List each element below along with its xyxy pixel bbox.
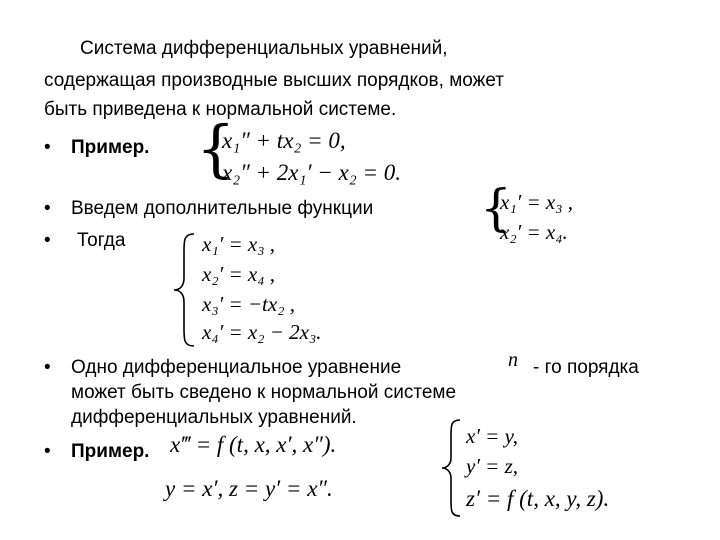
bullet-marker: • xyxy=(44,198,51,219)
equation-sys4-line3: z′ = f (t, x, y, z). xyxy=(466,486,610,511)
equation-sys4-line1: x′ = y, xyxy=(466,424,518,448)
bullet-order-suffix: - го порядка xyxy=(533,357,639,378)
example-label-1: Пример. xyxy=(71,137,150,158)
intro-line-3: быть приведена к нормальной системе. xyxy=(44,99,397,120)
equation-sys2-line2: x₂′ = x₄. xyxy=(500,220,568,244)
bullet-marker: • xyxy=(44,357,51,378)
equation-sys1-line1: x₁″ + tx₂ = 0, xyxy=(222,128,346,153)
order-n-symbol: n xyxy=(508,349,518,371)
equation-sys3-line3: x₃′ = −tx₂ , xyxy=(202,292,296,316)
bullet-one-equation-line3: дифференциальных уравнений. xyxy=(71,407,357,428)
bullet-new-functions: Введем дополнительные функции xyxy=(71,198,374,219)
brace-system-1: { xyxy=(196,112,236,185)
equation-substitution: y = x′, z = y′ = x″. xyxy=(165,476,333,501)
equation-sys3-line1: x₁′ = x₃ , xyxy=(202,232,276,256)
example-label-2: Пример. xyxy=(71,441,150,462)
equation-sys3-line2: x₂′ = x₄ , xyxy=(202,262,276,286)
bullet-marker: • xyxy=(44,441,51,462)
brace-system-2: { xyxy=(480,179,512,237)
intro-line-2: содержащая производные высших порядков, может xyxy=(44,70,504,91)
equation-sys1-line2: x₂″ + 2x₁′ − x₂ = 0. xyxy=(222,160,402,185)
brace-system-4 xyxy=(440,418,464,518)
bullet-marker: • xyxy=(44,230,51,251)
equation-sys3-line4: x₄′ = x₂ − 2x₃. xyxy=(202,320,322,344)
equation-sys4-line2: y′ = z, xyxy=(466,454,519,478)
equation-sys2-line1: x₁′ = x₃ , xyxy=(500,190,574,214)
brace-system-3 xyxy=(172,232,198,348)
bullet-marker: • xyxy=(44,137,51,158)
bullet-then: Тогда xyxy=(77,230,126,251)
intro-line-1: Система дифференциальных уравнений, xyxy=(80,38,448,59)
equation-third-order-ode: x‴ = f (t, x, x′, x″). xyxy=(170,432,337,457)
bullet-one-equation: Одно дифференциальное уравнение xyxy=(71,357,402,378)
bullet-one-equation-line2: может быть сведено к нормальной системе xyxy=(71,382,457,403)
